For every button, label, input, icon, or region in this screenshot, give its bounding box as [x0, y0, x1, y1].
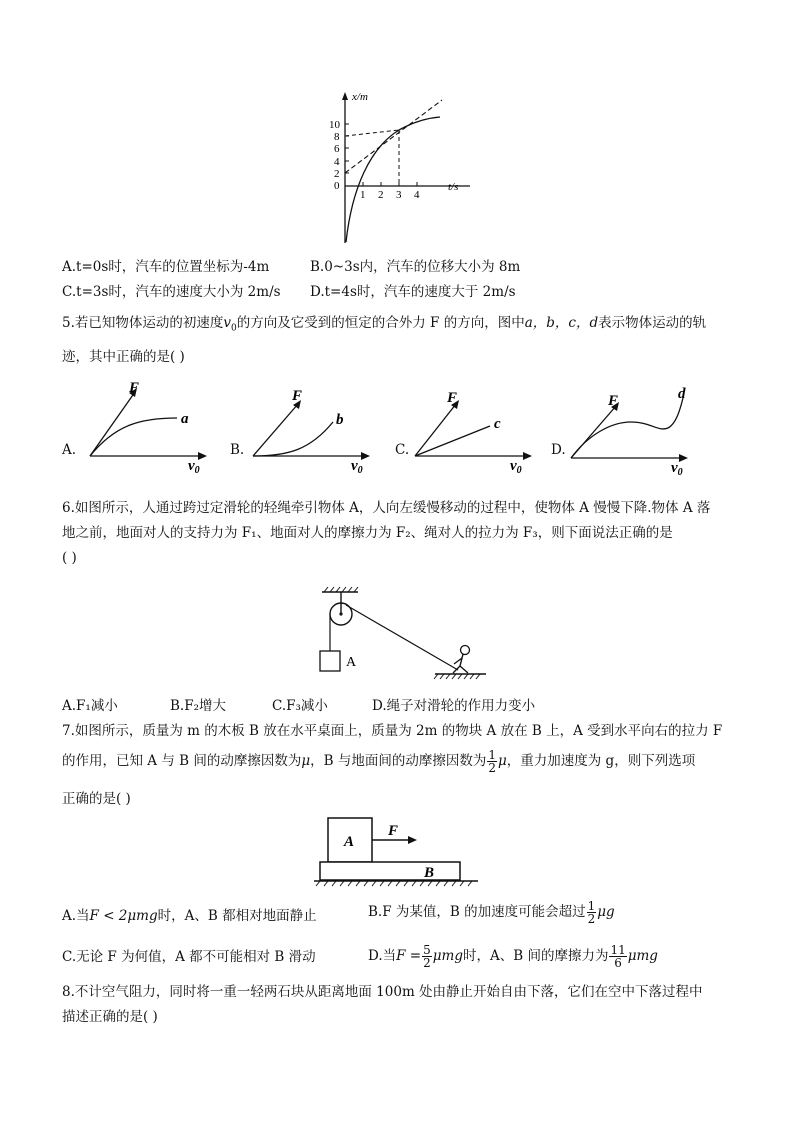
q5-letters: a，b，c，d	[524, 315, 599, 331]
q5-option-label-a: A.	[62, 442, 77, 458]
y-axis-label: x/m	[352, 91, 368, 103]
velocity-label: $v_0$	[671, 460, 683, 478]
q5-stem-part3: 表示物体运动的轨	[598, 315, 707, 331]
force-label: F	[388, 823, 399, 839]
q4-option-b: B.0~3s内，汽车的位移大小为 8m	[310, 259, 521, 275]
q5-stem-line2: 迹，其中正确的是( )	[62, 349, 185, 365]
curve-label-c: c	[494, 416, 501, 432]
q5-stem-line1	[62, 314, 706, 338]
q5-diagram-c	[410, 380, 535, 476]
q4-position-time-graph	[320, 88, 460, 248]
q5-diagram-d	[566, 380, 696, 478]
q5-stem-part1: 5.若已知物体运动的初速度	[62, 315, 224, 331]
y-tick-label: 4	[334, 156, 340, 168]
block-a-label: A	[344, 834, 355, 850]
half-fraction: $\frac{1}{2}$	[488, 748, 496, 775]
x-tick-label: 1	[360, 189, 366, 201]
velocity-label: $v_0$	[351, 458, 363, 476]
q7-block-board-diagram	[312, 814, 482, 886]
mu-symbol: μ	[497, 753, 507, 769]
q6-option-d: D.绳子对滑轮的作用力变小	[372, 698, 536, 714]
curve-label-a: a	[181, 411, 189, 427]
q8-stem-line1: 8.不计空气阻力，同时将一重一轻两石块从距离地面 100m 处由静止开始自由下落，它们在空中下落过程中	[62, 984, 703, 1000]
y-tick-label: 6	[334, 143, 340, 155]
q5-option-label-c: C.	[395, 442, 410, 458]
force-label: F	[292, 388, 303, 404]
q5-option-label-d: D.	[551, 442, 566, 458]
q6-stem-line3: ( )	[62, 550, 77, 566]
q7-stem-line3: 正确的是( )	[62, 791, 131, 807]
q6-option-b: B.F₂增大	[170, 698, 226, 714]
q7-line2-c: ，重力加速度为 g，则下列选项	[506, 753, 696, 769]
force-label: F	[129, 380, 140, 396]
mu-symbol: μ	[301, 753, 311, 769]
x-tick-label: 4	[414, 189, 420, 201]
q5-stem-part2: 的方向及它受到的恒定的合外力 F 的方向，图中	[236, 315, 525, 331]
q7-line2-b: ，B 与地面间的动摩擦因数为	[310, 753, 487, 769]
v0-symbol: v	[223, 315, 232, 331]
q6-stem-line1: 6.如图所示，人通过跨过定滑轮的轻绳牵引物体 A，人向左缓慢移动的过程中，使物体 A 慢慢下降.物体 A 落	[62, 500, 711, 516]
q6-option-a: A.F₁减小	[62, 698, 118, 714]
q7-stem-line1: 7.如图所示，质量为 m 的木板 B 放在水平桌面上，质量为 2m 的物块 A 放在 B 上，A 受到水平向右的拉力 F	[62, 723, 723, 739]
force-label: F	[447, 390, 458, 406]
q4-option-d: D.t=4s时，汽车的速度大于 2m/s	[310, 284, 516, 300]
block-a-label: A	[346, 655, 357, 670]
q7-option-b: B.F 为某值，B 的加速度可能会超过 $\frac{1}{2}$ μg	[368, 899, 615, 926]
q5-diagram-b	[248, 380, 373, 476]
q7-line2-a: 的作用，已知 A 与 B 间的动摩擦因数为	[62, 753, 302, 769]
v0-subscript: 0	[231, 323, 237, 334]
q8-stem-line2: 描述正确的是( )	[62, 1009, 158, 1025]
q7-option-a: A.当F < 2μmg时，A、B 都相对地面静止	[62, 908, 317, 924]
velocity-label: $v_0$	[188, 458, 200, 476]
y-tick-label: 10	[329, 119, 340, 131]
q5-option-label-b: B.	[230, 442, 245, 458]
q4-option-c: C.t=3s时，汽车的速度大小为 2m/s	[62, 284, 281, 300]
velocity-label: $v_0$	[510, 458, 522, 476]
q4-option-a: A.t=0s时，汽车的位置坐标为-4m	[62, 259, 270, 275]
y-tick-label: 0	[334, 180, 340, 192]
x-tick-label: 3	[396, 189, 402, 201]
y-tick-label: 8	[334, 131, 340, 143]
q7-stem-line2	[62, 748, 695, 774]
q6-pulley-diagram	[310, 586, 490, 681]
q6-option-c: C.F₃减小	[272, 698, 328, 714]
y-tick-label: 2	[334, 168, 340, 180]
curve-label-d: d	[678, 386, 686, 402]
curve-label-b: b	[336, 412, 344, 428]
board-b-label: B	[424, 865, 435, 881]
q7-option-c: C.无论 F 为何值，A 都不可能相对 B 滑动	[62, 949, 316, 965]
force-label: F	[608, 393, 619, 409]
x-tick-label: 2	[378, 189, 384, 201]
q6-stem-line2: 地之前，地面对人的支持力为 F₁、地面对人的摩擦力为 F₂、绳对人的拉力为 F₃，则下面说法正确的是	[62, 525, 673, 541]
x-axis-label: t/s	[448, 181, 459, 193]
q7-option-d: D.当F = $\frac{5}{2}$ μmg时，A、B 间的摩擦力为 $\frac{11}{6}$ μmg	[368, 943, 658, 970]
q5-diagram-a	[85, 380, 210, 476]
